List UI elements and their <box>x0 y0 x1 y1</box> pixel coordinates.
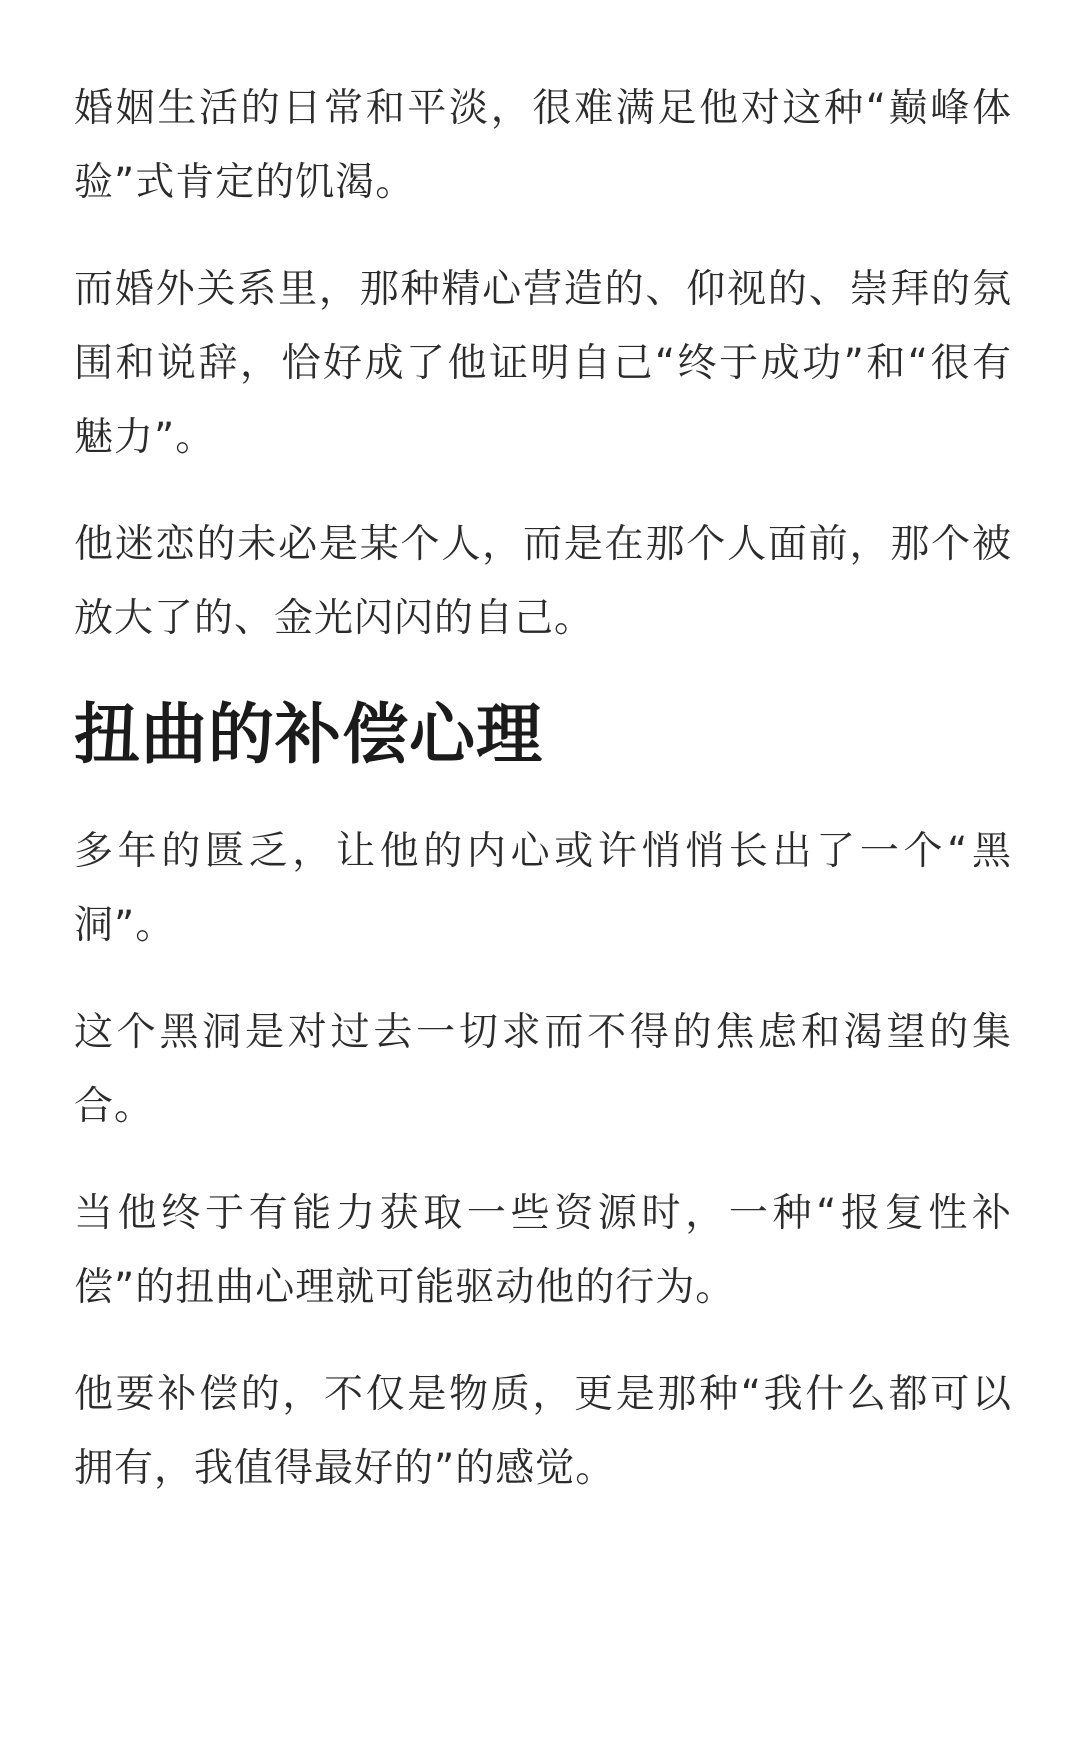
paragraph-deserve-best: 他要补偿的，不仅是物质，更是那种“我什么都可以拥有，我值得最好的”的感觉。 <box>74 1372 1012 1491</box>
paragraph-marriage-daily-life: 婚姻生活的日常和平淡，很难满足他对这种“巅峰体验”式肯定的饥渴。 <box>74 86 1012 205</box>
paragraph-revenge-compensation: 当他终于有能力获取一些资源时，一种“报复性补偿”的扭曲心理就可能驱动他的行为。 <box>74 1191 1012 1310</box>
paragraph-black-hole: 多年的匮乏，让他的内心或许悄悄长出了一个“黑洞”。 <box>74 829 1012 948</box>
section-heading-compensation: 扭曲的补偿心理 <box>74 696 543 773</box>
paragraph-affair-atmosphere: 而婚外关系里，那种精心营造的、仰视的、崇拜的氛围和说辞，恰好成了他证明自己“终于成功”和“很有魅力”。 <box>74 267 1012 460</box>
paragraph-magnified-self: 他迷恋的未必是某个人，而是在那个人面前，那个被放大了的、金光闪闪的自己。 <box>74 522 1012 641</box>
article-body <box>74 72 1012 1539</box>
paragraph-collection-of-anxiety: 这个黑洞是对过去一切求而不得的焦虑和渴望的集合。 <box>74 1010 1012 1129</box>
